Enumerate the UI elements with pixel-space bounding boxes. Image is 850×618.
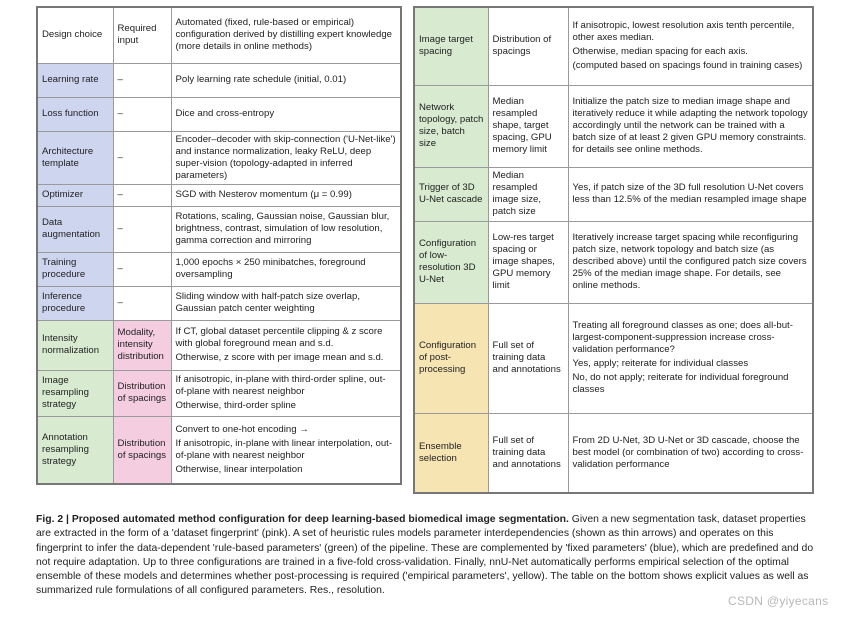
design-choice-name: Trigger of 3D U-Net cascade: [414, 167, 488, 221]
design-choice-name: Configuration of low-resolution 3D U-Net: [414, 221, 488, 303]
configuration-value-line: Encoder–decoder with skip-connection ('U-Net-like') and instance normalization, leaky ReLU, deep super-vision (topology-adapted in inferred parameters): [175, 133, 396, 181]
caption-body: Given a new segmentation task, dataset properties are extracted in the form of a 'dataset fingerprint' (pink). A set of heuristic rules models parameter interdependencies (shown as thin arrows) and operates on this fingerprint to infer the data-dependent 'rule-based parameters' (green) of the pipeline. These are complemented by 'fixed parameters' (blue), which are predefined and do not require adaptation. Up to three configurations are trained in a five-fold cross-validation. Finally, nnU-Net automatically performs empirical selection of the optimal ensemble of these models and determines whether post-processing is required ('empirical parameters', yellow). The table on the bottom shows explicit values as well as summarized rule formulations of all configured parameters. Res., resolution.: [36, 514, 814, 597]
configuration-value: [568, 85, 813, 167]
configuration-value-line: Poly learning rate schedule (initial, 0.01): [175, 74, 347, 85]
configuration-value: [568, 303, 813, 413]
header-design-choice: Design choice: [37, 7, 113, 63]
design-choice-name: Architecture template: [37, 131, 113, 184]
required-input: Modality, intensity distribution: [113, 320, 171, 370]
configuration-value-line: Convert to one-hot encoding →: [175, 423, 309, 435]
required-input: Distribution of spacings: [113, 416, 171, 484]
configuration-value: [568, 413, 813, 493]
configuration-value: [568, 221, 813, 303]
configuration-value-line: If anisotropic, lowest resolution axis tenth percentile, other axes median.: [572, 20, 795, 44]
configuration-value: [171, 320, 401, 370]
required-input: Median resampled image size, patch size: [488, 167, 568, 221]
design-choice-name: Learning rate: [37, 63, 113, 97]
configuration-value: [171, 97, 401, 131]
configuration-value: [171, 370, 401, 416]
design-choice-name: Ensemble selection: [414, 413, 488, 493]
configuration-value-line: Otherwise, linear interpolation: [175, 463, 303, 475]
configuration-value-line: 1,000 epochs × 250 minibatches, foreground oversampling: [175, 257, 366, 280]
figure-caption: [36, 513, 820, 599]
configuration-value-line: Otherwise, z score with per image mean and s.d.: [175, 352, 384, 363]
required-input: –: [113, 63, 171, 97]
right-table-row: [414, 221, 813, 303]
configuration-value: [568, 167, 813, 221]
design-choice-name: Loss function: [37, 97, 113, 131]
left-table-row: [37, 320, 401, 370]
right-table-row: [414, 167, 813, 221]
required-input: Median resampled shape, target spacing, GPU memory limit: [488, 85, 568, 167]
configuration-value: [171, 131, 401, 184]
required-input: Low-res target spacing or image shapes, GPU memory limit: [488, 221, 568, 303]
configuration-value-line: If anisotropic, in-plane with linear interpolation, out-of-plane with nearest neighbor: [175, 437, 393, 461]
design-choice-name: Inference procedure: [37, 286, 113, 320]
left-header-row: [37, 7, 401, 63]
configuration-value-line: Dice and cross-entropy: [175, 108, 275, 119]
configuration-value: [171, 184, 401, 206]
configuration-value-line: (computed based on spacings found in training cases): [572, 60, 803, 72]
design-choice-name: Network topology, patch size, batch size: [414, 85, 488, 167]
left-table-row: [37, 252, 401, 286]
configuration-value-line: Otherwise, third-order spline: [175, 400, 297, 411]
configuration-value-line: If CT, global dataset percentile clipping & z score with global foreground mean and s.d.: [175, 326, 383, 349]
required-input: –: [113, 286, 171, 320]
left-table-row: [37, 416, 401, 484]
required-input: –: [113, 206, 171, 252]
configuration-value-line: SGD with Nesterov momentum (μ = 0.99): [175, 189, 352, 200]
required-input: –: [113, 97, 171, 131]
configuration-value-line: If anisotropic, in-plane with third-order spline, out-of-plane with nearest neighbor: [175, 374, 386, 397]
configuration-value-line: Yes, if patch size of the 3D full resolution U-Net covers less than 12.5% of the median resampled image shape: [572, 182, 807, 205]
right-table-row: [414, 7, 813, 85]
design-choice-name: Image resampling strategy: [37, 370, 113, 416]
configuration-value-line: Initialize the patch size to median image shape and iteratively reduce it while adapting the network topology accordingly until the network can be trained with a batch size of at least 2 given GPU memory constraints. for details see online methods.: [572, 96, 808, 155]
required-input: Full set of training data and annotations: [488, 303, 568, 413]
required-input: –: [113, 252, 171, 286]
configuration-value: [171, 286, 401, 320]
design-choice-name: Data augmentation: [37, 206, 113, 252]
left-table-row: [37, 131, 401, 184]
design-choice-name: Image target spacing: [414, 7, 488, 85]
design-choice-name: Optimizer: [37, 184, 113, 206]
configuration-value-line: Iteratively increase target spacing while reconfiguring patch size, network topology and batch size (as described above) until the configured patch size covers 25% of the median image shape. For details, see online methods.: [572, 232, 807, 291]
right-table-row: [414, 303, 813, 413]
required-input: Distribution of spacings: [488, 7, 568, 85]
configuration-value-line: Sliding window with half-patch size overlap, Gaussian patch center weighting: [175, 291, 361, 314]
right-table-row: [414, 85, 813, 167]
configuration-value: [171, 252, 401, 286]
left-table-row: [37, 97, 401, 131]
design-choice-name: Training procedure: [37, 252, 113, 286]
header-required-input: Required input: [113, 7, 171, 63]
left-table-row: [37, 286, 401, 320]
design-choice-name: Intensity normalization: [37, 320, 113, 370]
configuration-value: [171, 416, 401, 484]
watermark: CSDN @yiyecans: [728, 594, 829, 608]
configuration-value-line: Rotations, scaling, Gaussian noise, Gaussian blur, brightness, contrast, simulation of low resolution, gamma correction and mirroring: [175, 211, 390, 246]
left-table-row: [37, 370, 401, 416]
configuration-value-line: From 2D U-Net, 3D U-Net or 3D cascade, choose the best model (or combination of two) according to cross-validation performance: [572, 434, 804, 470]
configuration-value: [171, 206, 401, 252]
configuration-value-line: Treating all foreground classes as one; does all-but-largest-component-suppression increase cross-validation performance?: [572, 320, 793, 355]
required-input: –: [113, 184, 171, 206]
required-input: Distribution of spacings: [113, 370, 171, 416]
caption-lead: Fig. 2 | Proposed automated method configuration for deep learning-based biomedical image segmentation.: [36, 514, 569, 525]
design-choice-name: Configuration of post-processing: [414, 303, 488, 413]
configuration-value-line: No, do not apply; reiterate for individual foreground classes: [572, 372, 789, 395]
right-table-row: [414, 413, 813, 493]
header-configuration: Automated (fixed, rule-based or empirical) configuration derived by distilling expert knowledge (more details in online methods): [171, 7, 401, 63]
configuration-value-line: Yes, apply; reiterate for individual classes: [572, 358, 749, 369]
configuration-value-line: Otherwise, median spacing for each axis.: [572, 46, 748, 58]
left-config-table: [36, 6, 402, 485]
left-table-row: [37, 206, 401, 252]
required-input: Full set of training data and annotations: [488, 413, 568, 493]
required-input: –: [113, 131, 171, 184]
left-table-row: [37, 184, 401, 206]
right-config-table: [413, 6, 814, 494]
design-choice-name: Annotation resampling strategy: [37, 416, 113, 484]
left-table-row: [37, 63, 401, 97]
configuration-value: [568, 7, 813, 85]
configuration-value: [171, 63, 401, 97]
